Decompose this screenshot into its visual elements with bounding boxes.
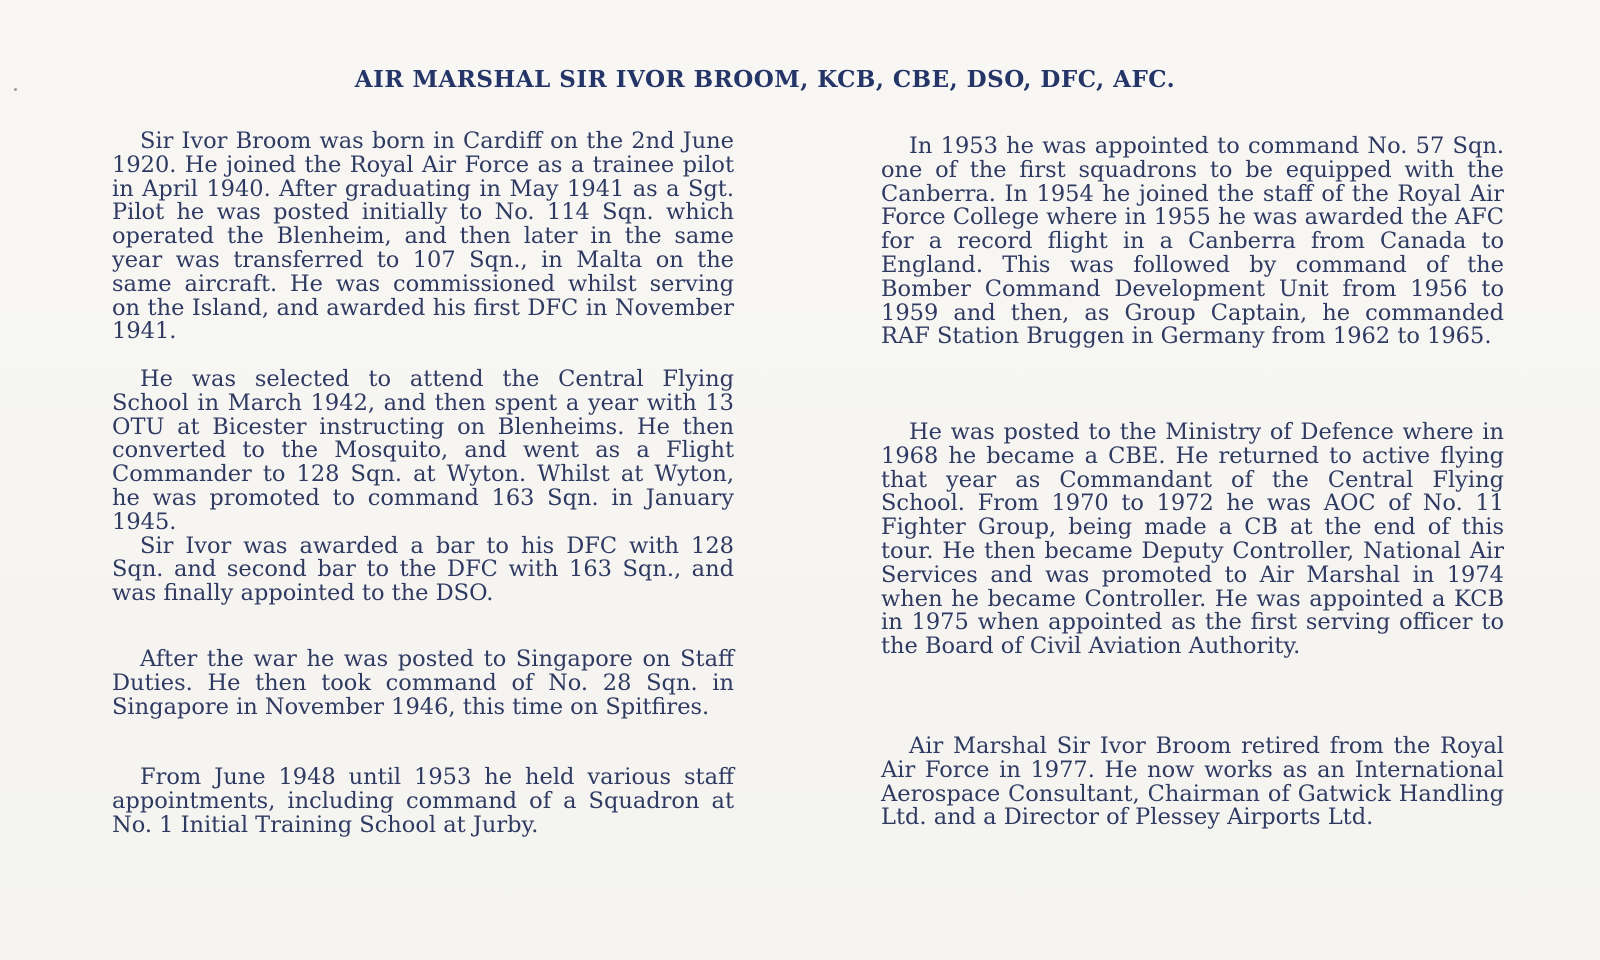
paragraph-ministry-of-defence: He was posted to the Ministry of Defence where in 1968 he became a CBE. He returned to active flying that year as Commandant of the Central Flying School. From 1970 to 1972 he was AOC of No. 11 Fighter Group, being made a CB at the end of this tour. He then became Deputy Controller, National Air Services and was promoted to Air Marshal in 1974 when he became Controller. He was appointed a KCB in 1975 when appointed as the first serving officer to the Board of Civil Aviation Authority. bbox=[881, 419, 1504, 660]
page-title: AIR MARSHAL SIR IVOR BROOM, KCB, CBE, DSO, DFC, AFC. bbox=[354, 66, 1176, 93]
paragraph-canberra: In 1953 he was appointed to command No. 57 Sqn. one of the first squadrons to be equipped with the Canberra. In 1954 he joined the staff of the Royal Air Force College where in 1955 he was awarded the AFC for a record flight in a Canberra from Canada to England. This was followed by command of the Bomber Command Development Unit from 1956 to 1959 and then, as Group Captain, he commanded RAF Station Bruggen in Germany from 1962 to 1965. bbox=[881, 133, 1504, 350]
paragraph-retirement: Air Marshal Sir Ivor Broom retired from the Royal Air Force in 1977. He now works as an International Aerospace Consultant, Chairman of Gatwick Handling Ltd. and a Director of Plessey Airports Ltd. bbox=[881, 733, 1504, 831]
paragraph-singapore: After the war he was posted to Singapore on Staff Duties. He then took command of No. 28 Sqn. in Singapore in November 1946, this time on Spitfires. bbox=[112, 646, 734, 720]
paragraph-dfc-bars: Sir Ivor was awarded a bar to his DFC with 128 Sqn. and second bar to the DFC with 163 Sqn., and was finally appointed to the DSO. bbox=[112, 532, 734, 607]
paragraph-staff-appointments: From June 1948 until 1953 he held various staff appointments, including command of a Squadron at No. 1 Initial Training School at Jurby. bbox=[112, 764, 734, 838]
paragraph-early-career: Sir Ivor Broom was born in Cardiff on the 2nd June 1920. He joined the Royal Air Force as a trainee pilot in April 1940. After graduating in May 1941 as a Sgt. Pilot he was posted initially to No. 114 Sqn. which operated the Blenheim, and then later in the same year was transferred to 107 Sqn., in Malta on the same aircraft. He was commissioned whilst serving on the Island, and awarded his first DFC in November 1941. bbox=[112, 128, 734, 345]
paragraph-group-cfs bbox=[112, 368, 734, 606]
paragraph-central-flying-school: He was selected to attend the Central Flying School in March 1942, and then spent a year with 13 OTU at Bicester instructing on Blenheims. He then converted to the Mosquito, and went as a Flight Commander to 128 Sqn. at Wyton. Whilst at Wyton, he was promoted to command 163 Sqn. in January 1945. bbox=[112, 366, 734, 535]
